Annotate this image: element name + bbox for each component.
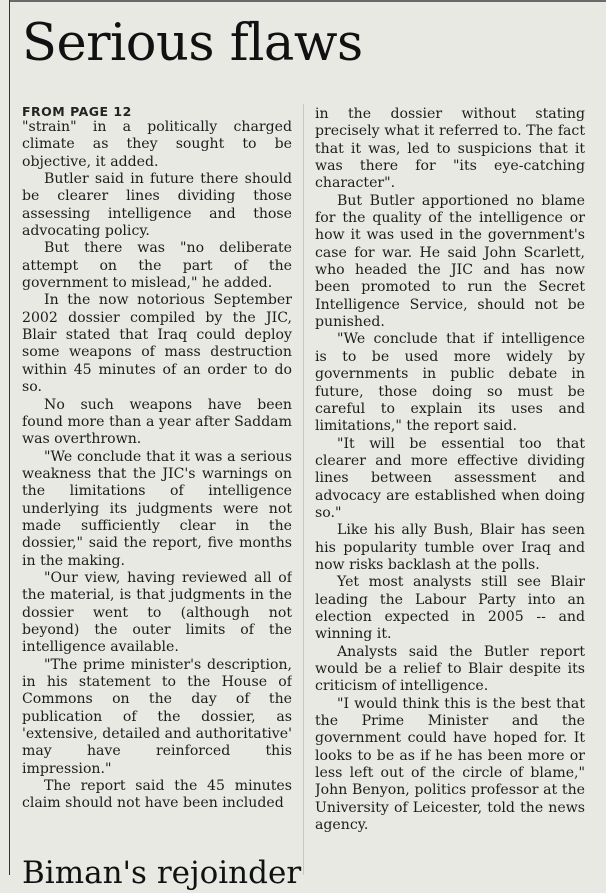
paragraph: "The prime minister's description, in his statement to the House of Commons on the day of the publication of the dossier, as 'extensive, detailed and authoritative' may have reinforced this impression." [22,656,292,777]
paragraph: Like his ally Bush, Blair has seen his popularity tumble over Iraq and now risks backlash at the polls. [315,522,585,573]
article-column-right [315,106,585,868]
article-headline: Serious flaws [22,14,363,73]
paragraph: in the dossier without stating precisely what it referred to. The fact that it was, led to suspicions that it was there for "its eye-catching character". [315,106,585,192]
article-column-left [22,104,292,866]
paragraph: No such weapons have been found more than a year after Saddam was overthrown. [22,396,292,448]
page-left-rule [9,0,10,875]
paragraph: Analysts said the Butler report would be a relief to Blair despite its criticism of intelligence. [315,643,585,695]
paragraph: "Our view, having reviewed all of the material, is that judgments in the dossier went to (although not beyond) the outer limits of the intelligence available. [22,569,292,656]
column-divider [303,104,304,875]
paragraph: "I would think this is the best that the Prime Minister and the government could have hoped for. It looks to be as if he has been more or less left out of the circle of blame," John Benyon, politics professor at the University of Leicester, told the news agency. [315,695,585,834]
page-top-rule [10,0,606,2]
paragraph: But there was "no deliberate attempt on the part of the government to mislead," he added. [22,240,292,292]
paragraph: Butler said in future there should be clearer lines dividing those assessing intelligence and those advocating policy. [22,171,292,240]
paragraph: The report said the 45 minutes claim should not have been included [22,778,292,812]
paragraph: In the now notorious September 2002 dossier compiled by the JIC, Blair stated that Iraq could deploy some weapons of mass destruction within 45 minutes of an order to do so. [22,292,292,396]
paragraph: "We conclude that if intelligence is to be used more widely by governments in public debate in future, those doing so must be careful to explain its uses and limitations," the report said. [315,331,585,435]
paragraph: "It will be essential too that clearer and more effective dividing lines between assessment and advocacy are established when doing so." [315,435,585,521]
paragraph: "We conclude that it was a serious weakness that the JIC's warnings on the limitations of intelligence underlying its judgments were not made sufficiently clear in the dossier," said the report, five months in the making. [22,448,292,569]
next-article-headline: Biman's rejoinder [22,855,302,891]
paragraph: "strain" in a politically charged climate as they sought to be objective, it added. [22,119,292,170]
paragraph: Yet most analysts still see Blair leading the Labour Party into an election expected in 2005 -- and winning it. [315,574,585,643]
paragraph: But Butler apportioned no blame for the quality of the intelligence or how it was used in the government's case for war. He said John Scarlett, who headed the JIC and has now been promoted to run the Secret Intelligence Service, should not be punished. [315,192,585,331]
continued-from-label: FROM PAGE 12 [22,104,132,119]
